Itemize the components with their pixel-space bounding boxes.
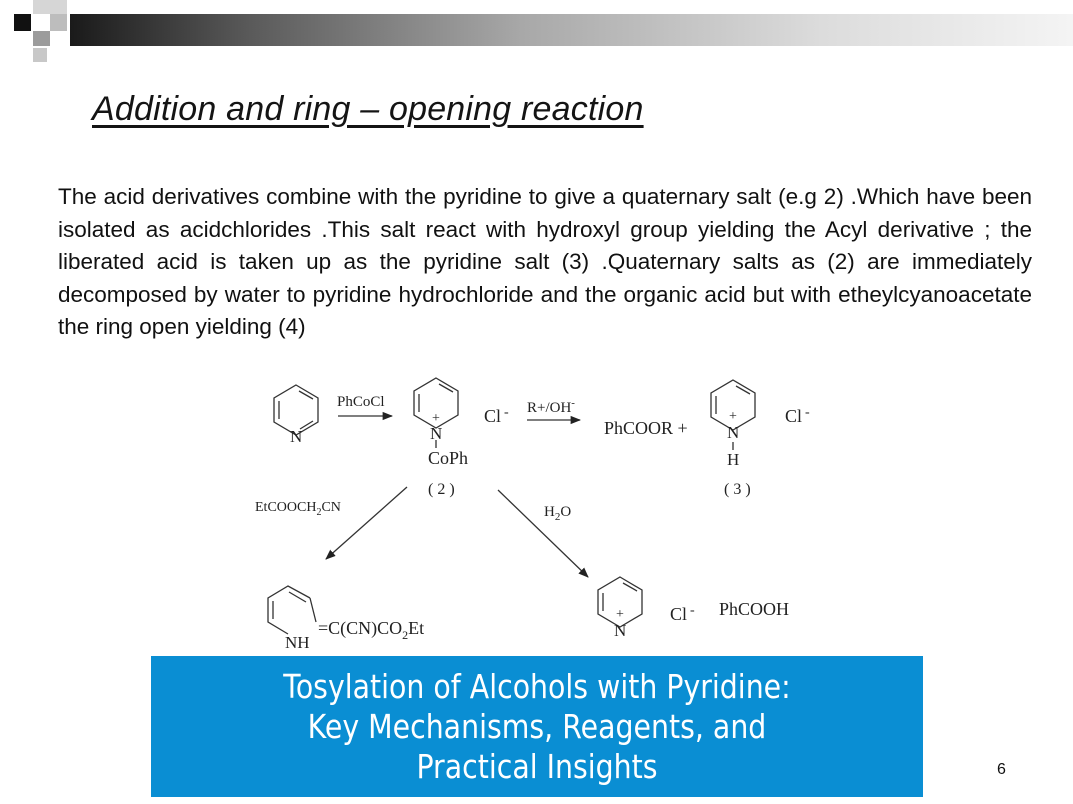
substituent-label: CoPh bbox=[428, 448, 469, 468]
reagent-label: EtCOOCH$_2$CN bbox=[255, 500, 341, 518]
counterion-label: Cl bbox=[484, 406, 502, 426]
gradient-strip bbox=[70, 14, 1073, 46]
compound-number: ( 3 ) bbox=[724, 481, 751, 498]
reaction-arrow bbox=[498, 490, 588, 577]
atom-label: N bbox=[614, 621, 627, 640]
slide-title: Addition and ring – opening reaction bbox=[92, 90, 644, 128]
charge-label: - bbox=[504, 405, 509, 420]
decor-square-black bbox=[14, 14, 31, 31]
decor-square-gray bbox=[33, 31, 50, 46]
charge-label: + bbox=[432, 411, 440, 426]
product-label: PhCOOR + bbox=[604, 418, 688, 438]
decor-square-gray bbox=[33, 0, 67, 14]
reagent-label: $H_2O$ bbox=[544, 504, 572, 523]
decor-square-gray bbox=[50, 14, 67, 31]
top-decorative-bar bbox=[0, 0, 1073, 64]
reaction-arrow bbox=[326, 487, 407, 559]
compound-number: ( 2 ) bbox=[428, 481, 455, 498]
charge-label: + bbox=[616, 607, 624, 622]
open-ring-structure bbox=[268, 586, 310, 634]
reaction-scheme bbox=[240, 372, 840, 657]
substituent-label: $=C(CN)CO_2Et$ bbox=[318, 618, 425, 642]
title-overlay-banner bbox=[151, 656, 923, 797]
reagent-label: R+/OH- bbox=[527, 397, 575, 416]
counterion-label: Cl bbox=[670, 604, 688, 624]
reagent-label: PhCoCl bbox=[337, 394, 385, 410]
counterion-label: Cl bbox=[785, 406, 803, 426]
body-paragraph: The acid derivatives combine with the pyridine to give a quaternary salt (e.g 2) .Which have been isolated as acidchlorides .This salt react with hydroxyl group yielding the Acyl derivative ; the liberated acid is taken up as the pyridine salt (3) .Quaternary salts as (2) are immediately decomposed by water to pyridine hydrochloride and the organic acid but with etheylcyanoacetate the ring open yielding (4) bbox=[58, 184, 1032, 340]
atom-label: N bbox=[430, 424, 443, 443]
page-number: 6 bbox=[997, 761, 1006, 778]
atom-label: H bbox=[727, 450, 740, 469]
decor-square-gray bbox=[33, 48, 47, 62]
product-label: PhCOOH bbox=[719, 599, 790, 619]
charge-label: + bbox=[729, 409, 737, 424]
charge-label: - bbox=[690, 603, 695, 618]
atom-label: N bbox=[727, 423, 740, 442]
banner-title: Tosylation of Alcohols with Pyridine: Key Mechanisms, Reagents, and Practical Insights bbox=[283, 666, 791, 786]
charge-label: - bbox=[805, 405, 810, 420]
atom-label: NH bbox=[285, 633, 310, 652]
atom-label: N bbox=[290, 427, 303, 446]
